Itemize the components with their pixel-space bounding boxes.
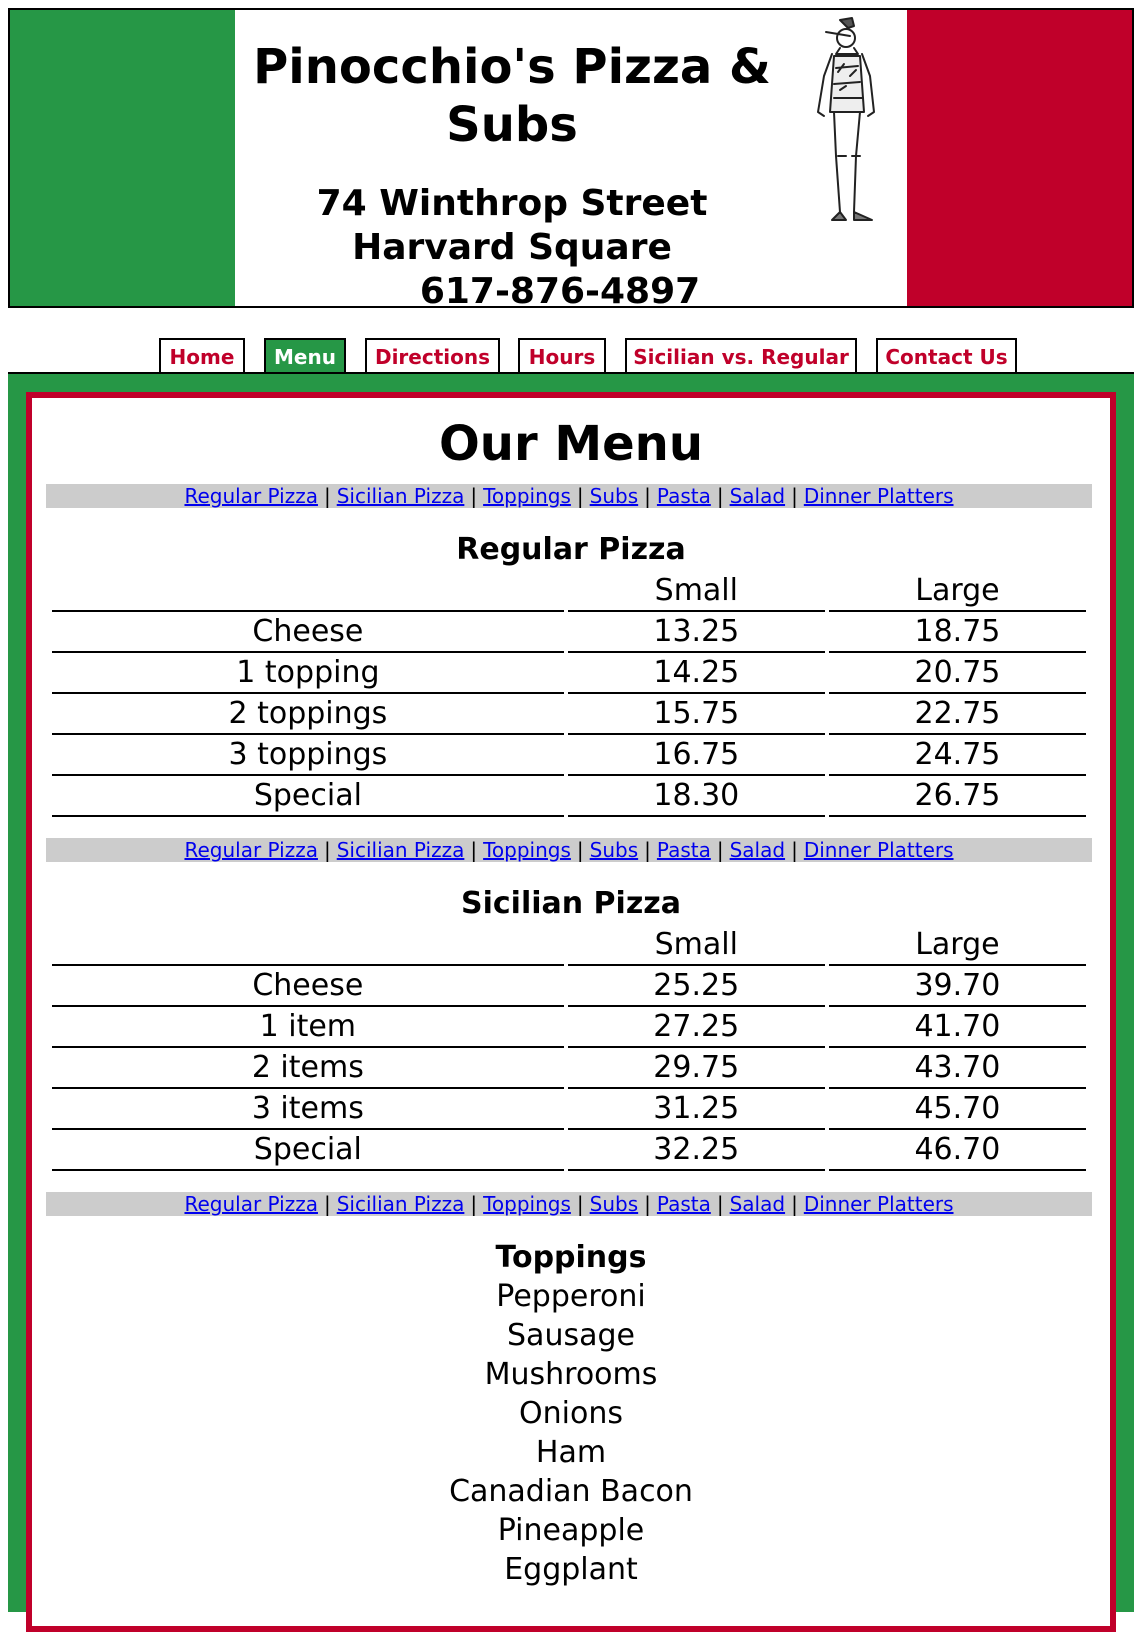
flag-red-band bbox=[907, 10, 1132, 306]
list-item: Mushrooms bbox=[484, 1357, 658, 1392]
nav-link-salad[interactable]: Salad bbox=[729, 1192, 786, 1216]
area-name: Harvard Square bbox=[352, 227, 672, 268]
tab-sicilian-vs-regular[interactable]: Sicilian vs. Regular bbox=[625, 338, 857, 374]
table-row: 2 items 29.75 43.70 bbox=[52, 1048, 1086, 1089]
nav-link-salad[interactable]: Salad bbox=[729, 484, 786, 508]
nav-link-dinner-platters[interactable]: Dinner Platters bbox=[803, 838, 954, 862]
nav-link-pasta[interactable]: Pasta bbox=[656, 1192, 711, 1216]
nav-link-sicilian-pizza[interactable]: Sicilian Pizza bbox=[336, 484, 465, 508]
table-row: 3 toppings 16.75 24.75 bbox=[52, 735, 1086, 776]
table-row: 3 items 31.25 45.70 bbox=[52, 1089, 1086, 1130]
table-row: 2 toppings 15.75 22.75 bbox=[52, 694, 1086, 735]
list-item: Canadian Bacon bbox=[449, 1474, 693, 1509]
tab-contact-us[interactable]: Contact Us bbox=[876, 338, 1017, 374]
phone-number: 617-876-4897 bbox=[419, 271, 701, 312]
address-block bbox=[252, 182, 772, 314]
nav-link-sicilian-pizza[interactable]: Sicilian Pizza bbox=[336, 1192, 465, 1216]
column-header-small: Small bbox=[568, 571, 825, 612]
menu-section-nav: Regular Pizza | Sicilian Pizza | Toppings | Subs | Pasta | Salad | Dinner Platters bbox=[46, 838, 1092, 862]
nav-link-subs[interactable]: Subs bbox=[589, 484, 639, 508]
content-frame bbox=[8, 372, 1134, 1612]
nav-link-dinner-platters[interactable]: Dinner Platters bbox=[803, 1192, 954, 1216]
toppings-list bbox=[32, 1277, 1110, 1589]
column-header-small: Small bbox=[568, 925, 825, 966]
nav-link-subs[interactable]: Subs bbox=[589, 1192, 639, 1216]
nav-link-toppings[interactable]: Toppings bbox=[483, 1192, 571, 1216]
tab-hours[interactable]: Hours bbox=[518, 338, 606, 374]
regular-pizza-title: Regular Pizza bbox=[456, 532, 686, 567]
nav-link-sicilian-pizza[interactable]: Sicilian Pizza bbox=[336, 838, 465, 862]
nav-link-pasta[interactable]: Pasta bbox=[656, 838, 711, 862]
list-item: Eggplant bbox=[504, 1552, 638, 1587]
nav-link-subs[interactable]: Subs bbox=[589, 838, 639, 862]
nav-link-regular-pizza[interactable]: Regular Pizza bbox=[184, 838, 318, 862]
table-header-row bbox=[52, 571, 1086, 612]
table-row: 1 item 27.25 41.70 bbox=[52, 1007, 1086, 1048]
nav-link-toppings[interactable]: Toppings bbox=[483, 838, 571, 862]
menu-section-nav: Regular Pizza | Sicilian Pizza | Toppings | Subs | Pasta | Salad | Dinner Platters bbox=[46, 1192, 1092, 1216]
menu-panel bbox=[26, 392, 1116, 1632]
table-header-row bbox=[52, 925, 1086, 966]
list-item: Sausage bbox=[507, 1318, 635, 1353]
tab-home[interactable]: Home bbox=[159, 338, 245, 374]
tab-menu[interactable]: Menu bbox=[264, 338, 346, 376]
toppings-title: Toppings bbox=[495, 1240, 647, 1275]
page-title: Our Menu bbox=[438, 416, 704, 472]
table-row: Cheese 13.25 18.75 bbox=[52, 612, 1086, 653]
nav-link-salad[interactable]: Salad bbox=[729, 838, 786, 862]
nav-link-regular-pizza[interactable]: Regular Pizza bbox=[184, 484, 318, 508]
nav-link-toppings[interactable]: Toppings bbox=[483, 484, 571, 508]
regular-pizza-table bbox=[48, 571, 1090, 817]
table-row: 1 topping 14.25 20.75 bbox=[52, 653, 1086, 694]
list-item: Pineapple bbox=[497, 1513, 645, 1548]
sicilian-pizza-table bbox=[48, 925, 1090, 1171]
menu-section-nav: Regular Pizza | Sicilian Pizza | Toppings | Subs | Pasta | Salad | Dinner Platters bbox=[46, 484, 1092, 508]
flag-green-band bbox=[10, 10, 235, 306]
column-header-large: Large bbox=[829, 571, 1086, 612]
tab-directions[interactable]: Directions bbox=[365, 338, 500, 374]
list-item: Onions bbox=[519, 1396, 623, 1431]
pinocchio-illustration-icon bbox=[810, 16, 894, 230]
list-item: Ham bbox=[535, 1435, 607, 1470]
table-row: Special 32.25 46.70 bbox=[52, 1130, 1086, 1171]
nav-link-pasta[interactable]: Pasta bbox=[656, 484, 711, 508]
street-address: 74 Winthrop Street bbox=[316, 183, 708, 224]
column-header-large: Large bbox=[829, 925, 1086, 966]
main-nav-tabs bbox=[0, 338, 1142, 374]
list-item: Pepperoni bbox=[496, 1279, 646, 1314]
nav-link-regular-pizza[interactable]: Regular Pizza bbox=[184, 1192, 318, 1216]
table-row: Special 18.30 26.75 bbox=[52, 776, 1086, 817]
nav-link-dinner-platters[interactable]: Dinner Platters bbox=[803, 484, 954, 508]
site-header bbox=[8, 8, 1134, 312]
site-title: Pinocchio's Pizza & Subs bbox=[253, 39, 771, 153]
table-row: Cheese 25.25 39.70 bbox=[52, 966, 1086, 1007]
sicilian-pizza-title: Sicilian Pizza bbox=[460, 886, 681, 921]
